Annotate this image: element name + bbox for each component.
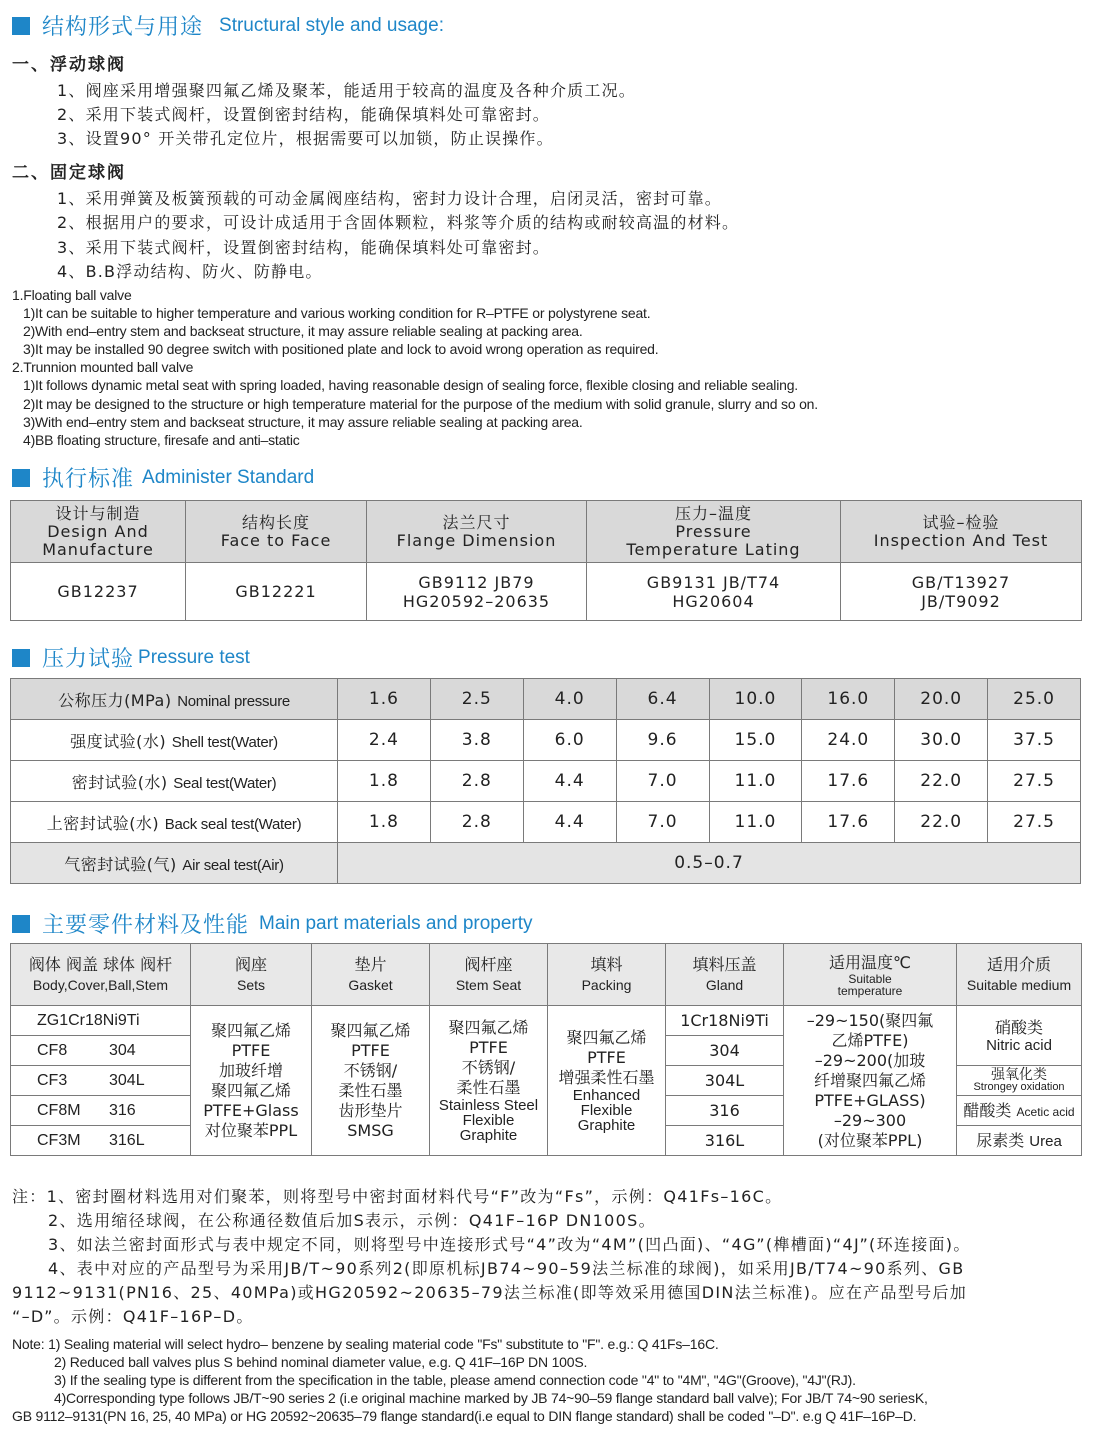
pressure-cell: 4.4 [523, 761, 616, 802]
pressure-cell: 27.5 [988, 761, 1081, 802]
pressure-cell: 1.6 [338, 679, 431, 720]
std-value-flange: GB9112 JB79 HG20592–20635 [367, 563, 587, 621]
en-line-8: 3)With end–entry stem and backseat structure, it may assure reliable sealing at packing area. [23, 414, 583, 430]
pressure-row-label: 密封试验(水) Seal test(Water) [11, 761, 338, 802]
pressure-cell: 6.4 [616, 679, 709, 720]
pressure-cell: 2.8 [430, 761, 523, 802]
pressure-cell: 6.0 [523, 720, 616, 761]
en-line-4: 3)It may be installed 90 degree switch with positioned plate and lock to avoid wrong operation as required. [23, 341, 659, 357]
pressure-cell: 10.0 [709, 679, 802, 720]
trunnion-item-2: 2、根据用户的要求，可设计成适用于含固体颗粒，料浆等介质的结构或耐较高温的材料。 [57, 213, 740, 232]
body-material: CF8M 316 [11, 1096, 191, 1126]
mat-header-temperature: 适用温度℃ Suitable temperature [784, 944, 957, 1006]
section-square-icon [12, 17, 30, 35]
pressure-cell: 25.0 [988, 679, 1081, 720]
section-title-en: Administer Standard [142, 466, 315, 488]
body-material: CF8 304 [11, 1036, 191, 1066]
mat-header-body: 阀体 阀盖 球体 阀杆 Body,Cover,Ball,Stem [11, 944, 191, 1006]
std-value-face: GB12221 [186, 563, 367, 621]
mat-header-packing: 填料 Packing [548, 944, 666, 1006]
pressure-cell: 4.0 [523, 679, 616, 720]
section-title-cn: 主要零件材料及性能 [42, 913, 250, 938]
section-square-icon [12, 649, 30, 667]
floating-ball-valve-heading: 一、浮动球阀 [12, 55, 126, 75]
seats-material: 聚四氟乙烯 PTFE 加玻纤增 聚四氟乙烯 PTFE+Glass 对位聚苯PPL [191, 1006, 312, 1156]
standard-table [10, 500, 1082, 621]
mat-header-gland: 填料压盖 Gland [666, 944, 784, 1006]
pressure-row-label: 强度试验(水) Shell test(Water) [11, 720, 338, 761]
pressure-row-label: 公称压力(MPa) Nominal pressure [11, 679, 338, 720]
note-en-2: 2) Reduced ball valves plus S behind nominal diameter value, e.g. Q 41F–16P DN 100S. [54, 1354, 588, 1370]
pressure-row-shell [11, 720, 1081, 761]
pressure-cell: 22.0 [895, 761, 988, 802]
pressure-cell: 16.0 [802, 679, 895, 720]
std-value-design: GB12237 [11, 563, 186, 621]
pressure-cell: 24.0 [802, 720, 895, 761]
trunnion-ball-valve-heading: 二、固定球阀 [12, 163, 126, 183]
note-cn-5: 9112~9131(PN16、25、40MPa)或HG20592~20635–79法兰标准(即等效采用德国DIN法兰标准)。应在产品型号后加 [12, 1283, 968, 1302]
note-en-3: 3) If the sealing type is different from the specification in the table, please amend connection code "4" to "4M", "4G"(Groove), "4J"(RJ). [54, 1372, 856, 1388]
trunnion-item-3: 3、采用下装式阀杆，设置倒密封结构，能确保填料处可靠密封。 [57, 238, 550, 257]
mat-header-seats: 阀座 Sets [191, 944, 312, 1006]
pressure-cell: 17.6 [802, 802, 895, 843]
en-line-5: 2.Trunnion mounted ball valve [12, 359, 194, 375]
floating-item-3: 3、设置90° 开关带孔定位片，根据需要可以加锁，防止误操作。 [57, 129, 554, 148]
en-line-1: 1.Floating ball valve [12, 287, 132, 303]
std-header-face: 结构长度 Face to Face [186, 501, 367, 563]
gland-material: 316 [666, 1096, 784, 1126]
trunnion-item-1: 1、采用弹簧及板簧预载的可动金属阀座结构，密封力设计合理，启闭灵活，密封可靠。 [57, 189, 722, 208]
section-square-icon [12, 469, 30, 487]
gland-material: 316L [666, 1126, 784, 1156]
section-title-en: Main part materials and property [259, 912, 533, 934]
pressure-table [10, 678, 1081, 884]
pressure-row-nominal [11, 679, 1081, 720]
pressure-cell: 3.8 [430, 720, 523, 761]
std-value-inspection: GB/T13927 JB/T9092 [841, 563, 1082, 621]
section-title-cn: 压力试验 [42, 647, 135, 672]
mat-header-medium: 适用介质 Suitable medium [957, 944, 1082, 1006]
medium-nitric: 硝酸类 Nitric acid [957, 1006, 1082, 1066]
note-en-1: Note: 1) Sealing material will select hydro– benzene by sealing material code "Fs" substitute to "F". e.g.: Q 41Fs–16C. [12, 1336, 719, 1352]
section-title-cn: 结构形式与用途 [42, 15, 204, 40]
pressure-cell: 11.0 [709, 761, 802, 802]
section-title-en: Pressure test [138, 646, 250, 668]
pressure-cell: 1.8 [338, 761, 431, 802]
stem-seat-material: 聚四氟乙烯 PTFE 不锈钢/ 柔性石墨 Stainless Steel Flexible Graphite [430, 1006, 548, 1156]
medium-urea: 尿素类 Urea [957, 1126, 1082, 1156]
pressure-cell: 4.4 [523, 802, 616, 843]
pressure-cell: 11.0 [709, 802, 802, 843]
medium-acetic: 醋酸类 Acetic acid [957, 1096, 1082, 1126]
body-material: CF3 304L [11, 1066, 191, 1096]
standard-header-row [11, 501, 1082, 563]
gland-material: 1Cr18Ni9Ti [666, 1006, 784, 1036]
pressure-row-label: 上密封试验(水) Back seal test(Water) [11, 802, 338, 843]
standard-value-row [11, 563, 1082, 621]
section-structural-heading [12, 10, 444, 41]
section-pressure-heading [12, 642, 250, 673]
note-cn-4: 4、表中对应的产品型号为采用JB/T~90系列2(即原机标JB74~90–59法兰标准的球阀)，如采用JB/T74~90系列、GB [48, 1259, 965, 1278]
temperature-range: –29~150(聚四氟 乙烯PTFE) –29~200(加玻 纤增聚四氟乙烯 PTFE+GLASS) –29~300 (对位聚苯PPL) [784, 1006, 957, 1156]
materials-table [10, 943, 1082, 1156]
gland-material: 304 [666, 1036, 784, 1066]
pressure-cell: 2.8 [430, 802, 523, 843]
pressure-cell: 30.0 [895, 720, 988, 761]
floating-item-2: 2、采用下装式阀杆，设置倒密封结构，能确保填料处可靠密封。 [57, 105, 550, 124]
gland-material: 304L [666, 1066, 784, 1096]
note-cn-3: 3、如法兰密封面形式与表中规定不同，则将型号中连接形式号“4”改为“4M”(凹凸面)、“4G”(榫槽面)“4J”(环连接面)。 [48, 1235, 971, 1254]
section-square-icon [12, 915, 30, 933]
std-value-pressure: GB9131 JB/T74 HG20604 [587, 563, 841, 621]
pressure-cell: 2.4 [338, 720, 431, 761]
pressure-cell: 2.5 [430, 679, 523, 720]
section-title-en: Structural style and usage: [219, 14, 444, 36]
pressure-cell: 9.6 [616, 720, 709, 761]
note-en-5: GB 9112–9131(PN 16, 25, 40 MPa) or HG 20592~20635–79 flange standard(i.e equal to DIN flange standard) shall be coded "–D". e.g Q 41F–16P–D. [12, 1408, 917, 1424]
std-header-design: 设计与制造 Design And Manufacture [11, 501, 186, 563]
section-title-cn: 执行标准 [42, 467, 135, 492]
pressure-cell: 7.0 [616, 802, 709, 843]
en-line-7: 2)It may be designed to the structure or high temperature material for the purpose of the medium with solid granule, slurry and so on. [23, 396, 818, 412]
body-material: ZG1Cr18Ni9Ti [11, 1006, 191, 1036]
note-cn-6: “–D”。示例：Q41F–16P–D。 [12, 1307, 254, 1326]
packing-material: 聚四氟乙烯 PTFE 增强柔性石墨 Enhanced Flexible Graphite [548, 1006, 666, 1156]
en-line-6: 1)It follows dynamic metal seat with spring loaded, having reasonable design of sealing force, flexible closing and reliable sealing. [23, 377, 798, 393]
pressure-row-air [11, 843, 1081, 884]
pressure-cell: 7.0 [616, 761, 709, 802]
pressure-cell: 20.0 [895, 679, 988, 720]
pressure-air-value: 0.5–0.7 [338, 843, 1081, 884]
trunnion-item-4: 4、B.B浮动结构、防火、防静电。 [57, 262, 323, 281]
pressure-row-seal [11, 761, 1081, 802]
pressure-row-label: 气密封试验(气) Air seal test(Air) [11, 843, 338, 884]
materials-row [11, 1006, 1082, 1036]
en-line-9: 4)BB floating structure, firesafe and anti–static [23, 432, 300, 448]
pressure-cell: 1.8 [338, 802, 431, 843]
floating-item-1: 1、阀座采用增强聚四氟乙烯及聚苯，能适用于较高的温度及各种介质工况。 [57, 81, 636, 100]
pressure-cell: 37.5 [988, 720, 1081, 761]
pressure-cell: 15.0 [709, 720, 802, 761]
note-en-4: 4)Corresponding type follows JB/T~90 series 2 (i.e original machine marked by JB 74~90–59 flange standard ball valve); For JB/T 74~90 seriesK, [54, 1390, 928, 1406]
materials-header-row [11, 944, 1082, 1006]
note-cn-2: 2、选用缩径球阀，在公称通径数值后加S表示，示例：Q41F–16P DN100S。 [48, 1211, 656, 1230]
section-materials-heading [12, 908, 533, 939]
medium-oxidation: 强氧化类 Strongey oxidation [957, 1066, 1082, 1096]
pressure-row-backseal [11, 802, 1081, 843]
mat-header-stem-seat: 阀杆座 Stem Seat [430, 944, 548, 1006]
body-material: CF3M 316L [11, 1126, 191, 1156]
std-header-pressure: 压力–温度 Pressure Temperature Lating [587, 501, 841, 563]
pressure-cell: 22.0 [895, 802, 988, 843]
note-cn-1: 注：1、密封圈材料选用对们聚苯，则将型号中密封面材料代号“F”改为“Fs”，示例：Q41Fs–16C。 [12, 1187, 783, 1206]
std-header-flange: 法兰尺寸 Flange Dimension [367, 501, 587, 563]
pressure-cell: 27.5 [988, 802, 1081, 843]
en-line-2: 1)It can be suitable to higher temperature and various working condition for R–PTFE or polystyrene seat. [23, 305, 651, 321]
pressure-cell: 17.6 [802, 761, 895, 802]
gasket-material: 聚四氟乙烯 PTFE 不锈钢/ 柔性石墨 齿形垫片 SMSG [312, 1006, 430, 1156]
mat-header-gasket: 垫片 Gasket [312, 944, 430, 1006]
section-standard-heading [12, 462, 314, 493]
std-header-inspection: 试验–检验 Inspection And Test [841, 501, 1082, 563]
en-line-3: 2)With end–entry stem and backseat structure, it may assure reliable sealing at packing area. [23, 323, 583, 339]
